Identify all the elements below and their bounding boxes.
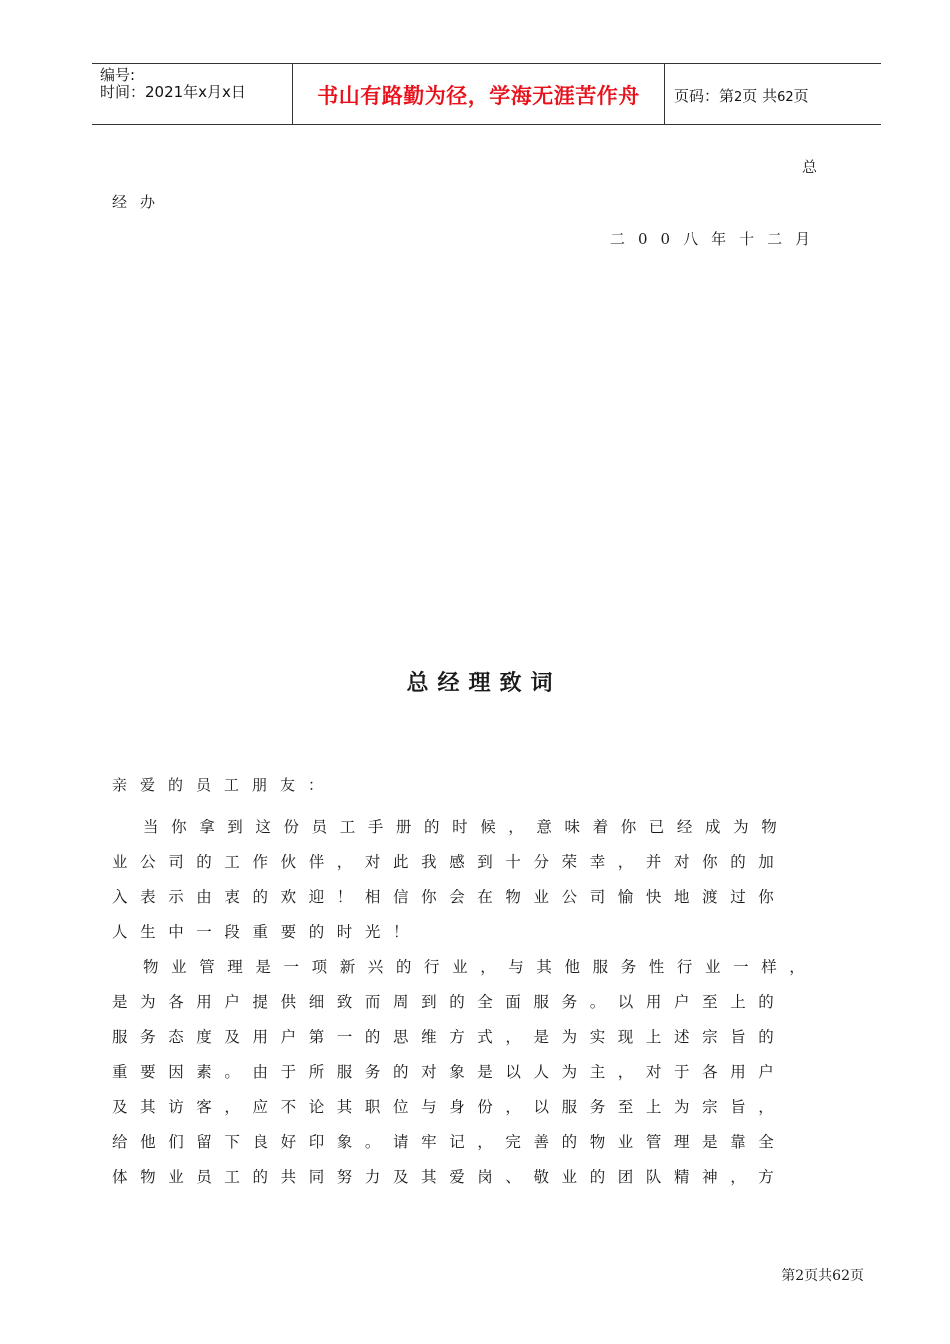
signature-department-part1: 总 <box>802 158 818 176</box>
body-line: 物业管理是一项新兴的行业，与其他服务性行业一样， <box>143 958 818 976</box>
signature-date: 二00八年十二月 <box>610 230 824 248</box>
body-line: 给他们留下良好印象。请牢记，完善的物业管理是靠全 <box>112 1133 787 1151</box>
page-prefix: 页码：第 <box>674 87 735 105</box>
page-header <box>92 63 881 125</box>
footer-mid: 页共 <box>804 1268 833 1284</box>
body-line: 当你拿到这份员工手册的时候，意味着你已经成为物 <box>143 818 790 836</box>
body-line: 服务态度及用户第一的思维方式，是为实现上述宗旨的 <box>112 1028 787 1046</box>
page-suffix: 页 <box>793 87 809 105</box>
footer-suffix: 页 <box>850 1268 864 1284</box>
page-footer <box>781 1265 864 1285</box>
header-page-info <box>674 85 809 106</box>
body-line: 人生中一段重要的时光！ <box>112 923 422 941</box>
body-line: 是为各用户提供细致而周到的全面服务。以用户至上的 <box>112 993 787 1011</box>
document-time: 时间：2021年x月x日 <box>100 83 246 101</box>
header-meta <box>100 67 246 101</box>
footer-total: 62 <box>832 1268 850 1284</box>
page-title: 总经理致词 <box>406 671 562 696</box>
body-line: 重要因素。由于所服务的对象是以人为主，对于各用户 <box>112 1063 787 1081</box>
document-number-label: 编号: <box>100 66 136 84</box>
body-text <box>112 815 872 1200</box>
footer-prefix: 第 <box>781 1268 796 1284</box>
body-line: 及其访客，应不论其职位与身份，以服务至上为宗旨， <box>112 1098 787 1116</box>
header-motto: 书山有路勤为径，学海无涯苦作舟 <box>317 84 640 108</box>
body-line: 体物业员工的共同努力及其爱岗、敬业的团队精神，方 <box>112 1168 787 1186</box>
header-divider <box>664 64 665 124</box>
page-mid: 页 共 <box>742 87 778 105</box>
body-line: 入表示由衷的欢迎！相信你会在物业公司愉快地渡过你 <box>112 888 787 906</box>
page-total: 62 <box>777 90 794 105</box>
signature-department-part2: 经办 <box>112 193 169 211</box>
body-line: 业公司的工作伙伴，对此我感到十分荣幸，并对你的加 <box>112 853 787 871</box>
page-current: 2 <box>734 90 743 105</box>
greeting: 亲爱的员工朋友： <box>112 776 337 794</box>
footer-current: 2 <box>795 1268 805 1284</box>
